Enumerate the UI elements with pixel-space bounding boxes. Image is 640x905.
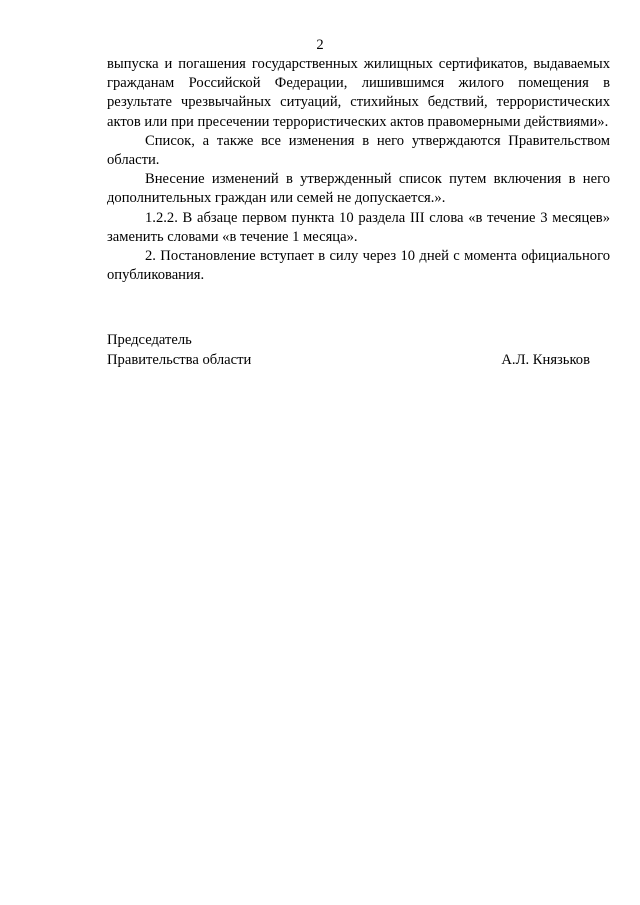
paragraph-continuation: выпуска и погашения государственных жилищных сертификатов, выдаваемых гражданам Российской Федерации, лишившимся жилого помещения в результате чрезвычайных ситуаций, стихийных бедствий, террористических актов или при пресечении террористических актов правомерными действиями». <box>107 56 610 130</box>
signature-block <box>107 331 590 370</box>
paragraph-item-2: 2. Постановление вступает в силу через 10 дней с момента официального опубликования. <box>107 248 610 284</box>
paragraph-list-changes: Внесение изменений в утвержденный список путем включения в него дополнительных граждан или семей не допускается.». <box>107 171 610 207</box>
page-number: 2 <box>316 37 324 53</box>
signature-title-line2: Правительства области <box>107 351 252 368</box>
document-body <box>107 55 610 285</box>
signature-row <box>107 351 590 371</box>
signature-title-line1: Председатель <box>107 332 192 348</box>
paragraph-item-1-2-2: 1.2.2. В абзаце первом пункта 10 раздела III слова «в течение 3 месяцев» заменить словами «в течение 1 месяца». <box>107 209 610 245</box>
paragraph-list-approval: Список, а также все изменения в него утверждаются Правительством области. <box>107 132 610 169</box>
signatory-name: А.Л. Князьков <box>501 351 590 368</box>
